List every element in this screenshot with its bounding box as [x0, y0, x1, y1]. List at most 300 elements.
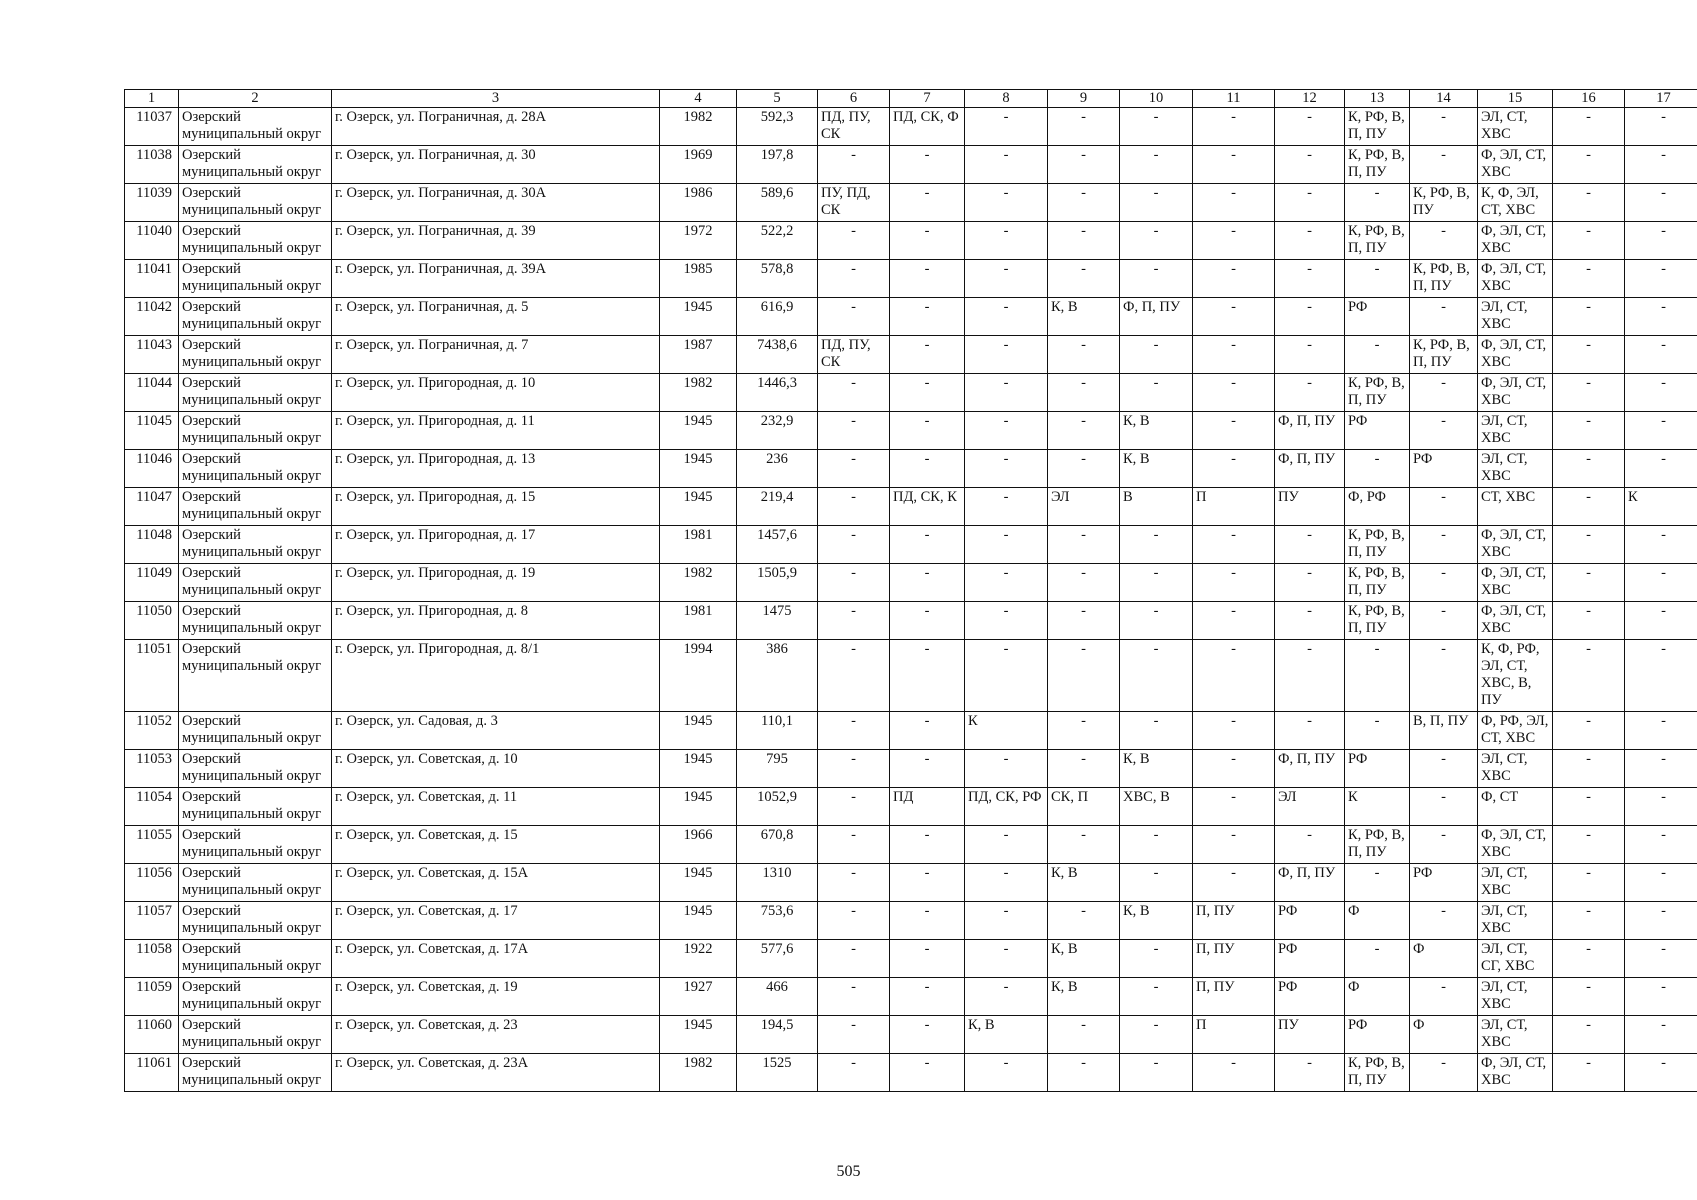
- table-cell: К, РФ, В, П, ПУ: [1345, 526, 1410, 564]
- table-cell: 1945: [660, 488, 737, 526]
- table-cell: Ф: [1410, 940, 1478, 978]
- table-cell: -: [1553, 564, 1625, 602]
- table-cell: Ф, ЭЛ, СТ, ХВС: [1478, 526, 1553, 564]
- table-cell: г. Озерск, ул. Пограничная, д. 7: [332, 336, 660, 374]
- table-cell: ЭЛ, СТ, ХВС: [1478, 298, 1553, 336]
- table-cell: -: [965, 450, 1048, 488]
- table-cell: -: [1193, 864, 1275, 902]
- table-cell: Озерский муниципальный округ: [179, 184, 332, 222]
- table-cell: ПД, ПУ, СК: [818, 336, 890, 374]
- table-cell: -: [1048, 826, 1120, 864]
- table-cell: 11039: [125, 184, 179, 222]
- table-cell: -: [965, 750, 1048, 788]
- table-cell: 11050: [125, 602, 179, 640]
- column-number-header: 14: [1410, 90, 1478, 108]
- table-cell: -: [890, 450, 965, 488]
- table-row: [125, 336, 1697, 374]
- table-cell: ЭЛ, СТ, ХВС: [1478, 750, 1553, 788]
- table-row: [125, 108, 1697, 146]
- table-cell: 1982: [660, 108, 737, 146]
- table-cell: -: [1120, 864, 1193, 902]
- table-cell: -: [1553, 864, 1625, 902]
- table-cell: 1969: [660, 146, 737, 184]
- table-cell: 11053: [125, 750, 179, 788]
- table-cell: 1972: [660, 222, 737, 260]
- table-cell: -: [965, 564, 1048, 602]
- table-cell: К, Ф, РФ, ЭЛ, СТ, ХВС, В, ПУ: [1478, 640, 1553, 712]
- table-cell: Озерский муниципальный округ: [179, 564, 332, 602]
- table-cell: Ф, ЭЛ, СТ, ХВС: [1478, 602, 1553, 640]
- table-cell: -: [818, 260, 890, 298]
- table-cell: 7438,6: [737, 336, 818, 374]
- table-cell: -: [1553, 1016, 1625, 1054]
- table-cell: -: [1193, 108, 1275, 146]
- table-cell: -: [965, 864, 1048, 902]
- table-cell: -: [1275, 1054, 1345, 1092]
- table-cell: Озерский муниципальный округ: [179, 1054, 332, 1092]
- table-cell: Ф, ЭЛ, СТ, ХВС: [1478, 564, 1553, 602]
- table-cell: 232,9: [737, 412, 818, 450]
- table-cell: -: [818, 450, 890, 488]
- table-row: [125, 864, 1697, 902]
- table-cell: г. Озерск, ул. Пограничная, д. 28А: [332, 108, 660, 146]
- table-cell: -: [1120, 602, 1193, 640]
- table-cell: -: [1193, 146, 1275, 184]
- table-cell: К, РФ, В, П, ПУ: [1410, 336, 1478, 374]
- table-cell: Ф, ЭЛ, СТ, ХВС: [1478, 260, 1553, 298]
- table-cell: 11037: [125, 108, 179, 146]
- table-cell: -: [1048, 602, 1120, 640]
- table-cell: -: [818, 564, 890, 602]
- table-cell: 1922: [660, 940, 737, 978]
- table-cell: -: [1625, 146, 1697, 184]
- table-cell: 466: [737, 978, 818, 1016]
- table-cell: 11048: [125, 526, 179, 564]
- table-cell: -: [1120, 260, 1193, 298]
- table-cell: -: [1410, 826, 1478, 864]
- table-cell: -: [965, 488, 1048, 526]
- table-cell: 578,8: [737, 260, 818, 298]
- table-cell: 219,4: [737, 488, 818, 526]
- table-cell: -: [1553, 374, 1625, 412]
- table-cell: -: [1625, 864, 1697, 902]
- table-cell: -: [1553, 826, 1625, 864]
- table-cell: 11045: [125, 412, 179, 450]
- table-cell: -: [1193, 750, 1275, 788]
- table-cell: г. Озерск, ул. Пригородная, д. 13: [332, 450, 660, 488]
- table-cell: 1446,3: [737, 374, 818, 412]
- table-cell: П, ПУ: [1193, 902, 1275, 940]
- table-cell: ПД, ПУ, СК: [818, 108, 890, 146]
- table-cell: 11044: [125, 374, 179, 412]
- table-cell: -: [890, 940, 965, 978]
- table-cell: -: [1048, 184, 1120, 222]
- table-cell: К, РФ, В, П, ПУ: [1345, 602, 1410, 640]
- table-body: [125, 108, 1697, 1092]
- table-cell: 11051: [125, 640, 179, 712]
- table-cell: -: [1410, 412, 1478, 450]
- table-cell: -: [1553, 222, 1625, 260]
- table-cell: -: [965, 640, 1048, 712]
- table-cell: К: [1625, 488, 1697, 526]
- table-cell: Ф, ЭЛ, СТ, ХВС: [1478, 222, 1553, 260]
- table-cell: -: [965, 602, 1048, 640]
- table-cell: -: [1275, 298, 1345, 336]
- table-cell: -: [1625, 108, 1697, 146]
- table-cell: 616,9: [737, 298, 818, 336]
- table-cell: -: [1625, 564, 1697, 602]
- table-cell: -: [818, 712, 890, 750]
- table-cell: -: [1625, 450, 1697, 488]
- table-cell: К, РФ, В, П, ПУ: [1410, 260, 1478, 298]
- table-cell: 11060: [125, 1016, 179, 1054]
- table-cell: -: [1193, 564, 1275, 602]
- table-cell: г. Озерск, ул. Пригородная, д. 10: [332, 374, 660, 412]
- table-cell: Озерский муниципальный округ: [179, 750, 332, 788]
- table-cell: В, П, ПУ: [1410, 712, 1478, 750]
- table-cell: -: [1553, 902, 1625, 940]
- table-cell: -: [1625, 298, 1697, 336]
- table-cell: -: [1048, 526, 1120, 564]
- table-cell: 1986: [660, 184, 737, 222]
- table-cell: -: [965, 826, 1048, 864]
- table-cell: -: [1048, 222, 1120, 260]
- table-cell: Ф, ЭЛ, СТ, ХВС: [1478, 1054, 1553, 1092]
- table-cell: -: [890, 864, 965, 902]
- table-cell: г. Озерск, ул. Советская, д. 19: [332, 978, 660, 1016]
- table-cell: -: [890, 298, 965, 336]
- table-cell: г. Озерск, ул. Пограничная, д. 30А: [332, 184, 660, 222]
- table-cell: Ф, ЭЛ, СТ, ХВС: [1478, 336, 1553, 374]
- table-cell: -: [1625, 940, 1697, 978]
- table-cell: -: [1553, 260, 1625, 298]
- table-row: [125, 450, 1697, 488]
- table-cell: -: [1193, 336, 1275, 374]
- table-cell: -: [818, 298, 890, 336]
- table-cell: 11046: [125, 450, 179, 488]
- table-cell: К, В: [1048, 978, 1120, 1016]
- table-cell: г. Озерск, ул. Советская, д. 15А: [332, 864, 660, 902]
- table-cell: 11061: [125, 1054, 179, 1092]
- table-cell: г. Озерск, ул. Советская, д. 15: [332, 826, 660, 864]
- table-cell: 1525: [737, 1054, 818, 1092]
- table-cell: -: [1193, 450, 1275, 488]
- table-cell: -: [818, 640, 890, 712]
- table-cell: Озерский муниципальный округ: [179, 1016, 332, 1054]
- table-cell: Ф, П, ПУ: [1275, 864, 1345, 902]
- table-cell: г. Озерск, ул. Пограничная, д. 5: [332, 298, 660, 336]
- table-cell: -: [890, 564, 965, 602]
- column-number-header: 9: [1048, 90, 1120, 108]
- table-cell: -: [890, 526, 965, 564]
- table-cell: -: [1275, 222, 1345, 260]
- table-cell: 670,8: [737, 826, 818, 864]
- table-cell: -: [890, 184, 965, 222]
- table-cell: -: [1345, 640, 1410, 712]
- table-cell: -: [1120, 712, 1193, 750]
- table-cell: -: [1625, 222, 1697, 260]
- table-cell: ЭЛ, СТ, ХВС: [1478, 108, 1553, 146]
- table-cell: -: [1048, 108, 1120, 146]
- table-cell: РФ: [1410, 450, 1478, 488]
- table-row: [125, 1054, 1697, 1092]
- table-cell: -: [890, 412, 965, 450]
- table-cell: Озерский муниципальный округ: [179, 450, 332, 488]
- table-cell: г. Озерск, ул. Пригородная, д. 8/1: [332, 640, 660, 712]
- table-cell: ЭЛ, СТ, ХВС: [1478, 450, 1553, 488]
- table-row: [125, 260, 1697, 298]
- table-cell: П: [1193, 1016, 1275, 1054]
- table-cell: -: [1193, 1054, 1275, 1092]
- table-cell: -: [1048, 640, 1120, 712]
- table-cell: -: [1120, 826, 1193, 864]
- table-cell: -: [818, 222, 890, 260]
- table-cell: -: [1553, 108, 1625, 146]
- table-cell: ЭЛ: [1048, 488, 1120, 526]
- table-row: [125, 526, 1697, 564]
- column-number-header: 3: [332, 90, 660, 108]
- table-cell: -: [1553, 640, 1625, 712]
- table-cell: г. Озерск, ул. Советская, д. 17: [332, 902, 660, 940]
- table-cell: ЭЛ, СТ, ХВС: [1478, 978, 1553, 1016]
- column-number-header: 15: [1478, 90, 1553, 108]
- table-cell: -: [1625, 712, 1697, 750]
- table-cell: г. Озерск, ул. Советская, д. 10: [332, 750, 660, 788]
- table-cell: -: [818, 1054, 890, 1092]
- table-cell: -: [1553, 1054, 1625, 1092]
- table-cell: -: [818, 488, 890, 526]
- table-cell: -: [965, 108, 1048, 146]
- table-row: [125, 826, 1697, 864]
- table-cell: г. Озерск, ул. Пригородная, д. 8: [332, 602, 660, 640]
- table-cell: ЭЛ, СТ, ХВС: [1478, 864, 1553, 902]
- table-cell: 194,5: [737, 1016, 818, 1054]
- table-cell: -: [1410, 374, 1478, 412]
- table-cell: -: [818, 526, 890, 564]
- table-cell: К, В: [1048, 298, 1120, 336]
- table-cell: Озерский муниципальный округ: [179, 640, 332, 712]
- table-cell: -: [818, 940, 890, 978]
- table-cell: 386: [737, 640, 818, 712]
- table-cell: Озерский муниципальный округ: [179, 864, 332, 902]
- table-cell: 1475: [737, 602, 818, 640]
- table-cell: -: [1193, 184, 1275, 222]
- table-cell: -: [1048, 1054, 1120, 1092]
- table-cell: 110,1: [737, 712, 818, 750]
- table-cell: -: [1553, 712, 1625, 750]
- table-cell: ЭЛ: [1275, 788, 1345, 826]
- table-cell: ПУ: [1275, 1016, 1345, 1054]
- table-cell: -: [1048, 712, 1120, 750]
- table-cell: -: [965, 222, 1048, 260]
- table-cell: В: [1120, 488, 1193, 526]
- table-cell: -: [1275, 640, 1345, 712]
- table-cell: ПД: [890, 788, 965, 826]
- table-cell: -: [1048, 260, 1120, 298]
- table-cell: Ф, СТ: [1478, 788, 1553, 826]
- table-cell: г. Озерск, ул. Пограничная, д. 39: [332, 222, 660, 260]
- table-cell: г. Озерск, ул. Пригородная, д. 15: [332, 488, 660, 526]
- table-cell: Ф, П, ПУ: [1275, 412, 1345, 450]
- table-cell: Озерский муниципальный округ: [179, 412, 332, 450]
- table-cell: 1945: [660, 788, 737, 826]
- table-cell: -: [1553, 978, 1625, 1016]
- column-number-header: 6: [818, 90, 890, 108]
- table-row: [125, 902, 1697, 940]
- table-cell: 1945: [660, 450, 737, 488]
- table-cell: -: [1625, 336, 1697, 374]
- table-cell: -: [890, 1016, 965, 1054]
- table-cell: -: [965, 940, 1048, 978]
- table-cell: -: [1345, 260, 1410, 298]
- table-cell: -: [1625, 260, 1697, 298]
- table-cell: 1945: [660, 1016, 737, 1054]
- table-cell: -: [965, 184, 1048, 222]
- table-cell: 11055: [125, 826, 179, 864]
- table-cell: Озерский муниципальный округ: [179, 298, 332, 336]
- table-cell: -: [1345, 450, 1410, 488]
- table-cell: -: [1625, 374, 1697, 412]
- table-cell: -: [965, 1054, 1048, 1092]
- table-cell: 1457,6: [737, 526, 818, 564]
- table-cell: 1945: [660, 712, 737, 750]
- table-cell: 522,2: [737, 222, 818, 260]
- table-cell: -: [1410, 788, 1478, 826]
- table-cell: РФ: [1275, 940, 1345, 978]
- table-cell: Ф, ЭЛ, СТ, ХВС: [1478, 146, 1553, 184]
- table-cell: -: [965, 412, 1048, 450]
- table-cell: 1982: [660, 374, 737, 412]
- table-cell: ПД, СК, К: [890, 488, 965, 526]
- column-number-header: 13: [1345, 90, 1410, 108]
- table-cell: 1994: [660, 640, 737, 712]
- table-cell: -: [965, 526, 1048, 564]
- table-cell: К, РФ, В, П, ПУ: [1345, 1054, 1410, 1092]
- table-cell: Ф, П, ПУ: [1275, 450, 1345, 488]
- table-cell: Озерский муниципальный округ: [179, 108, 332, 146]
- table-cell: Озерский муниципальный округ: [179, 222, 332, 260]
- table-cell: Озерский муниципальный округ: [179, 374, 332, 412]
- table-cell: -: [1193, 222, 1275, 260]
- table-cell: -: [1553, 940, 1625, 978]
- table-cell: -: [1553, 526, 1625, 564]
- table-cell: 1945: [660, 902, 737, 940]
- table-cell: -: [1625, 412, 1697, 450]
- table-row: [125, 564, 1697, 602]
- table-cell: -: [1048, 564, 1120, 602]
- table-cell: ПУ, ПД, СК: [818, 184, 890, 222]
- table-cell: -: [818, 788, 890, 826]
- table-cell: -: [1275, 564, 1345, 602]
- table-cell: РФ: [1410, 864, 1478, 902]
- table-cell: -: [818, 750, 890, 788]
- table-cell: -: [1048, 412, 1120, 450]
- table-row: [125, 298, 1697, 336]
- table-cell: -: [1193, 826, 1275, 864]
- table-cell: -: [890, 826, 965, 864]
- column-number-header: 5: [737, 90, 818, 108]
- table-cell: -: [965, 298, 1048, 336]
- table-cell: К, РФ, В, ПУ: [1410, 184, 1478, 222]
- table-cell: -: [1048, 146, 1120, 184]
- table-cell: Озерский муниципальный округ: [179, 260, 332, 298]
- table-cell: -: [1275, 108, 1345, 146]
- table-cell: П, ПУ: [1193, 978, 1275, 1016]
- table-cell: -: [1410, 146, 1478, 184]
- table-cell: -: [1625, 184, 1697, 222]
- table-cell: СТ, ХВС: [1478, 488, 1553, 526]
- table-cell: -: [818, 602, 890, 640]
- table-cell: -: [818, 826, 890, 864]
- table-cell: 11057: [125, 902, 179, 940]
- table-cell: 11038: [125, 146, 179, 184]
- table-cell: г. Озерск, ул. Пограничная, д. 39А: [332, 260, 660, 298]
- table-cell: Ф, П, ПУ: [1275, 750, 1345, 788]
- table-cell: -: [1410, 978, 1478, 1016]
- table-cell: К: [965, 712, 1048, 750]
- table-cell: -: [965, 902, 1048, 940]
- table-cell: К: [1345, 788, 1410, 826]
- table-row: [125, 488, 1697, 526]
- table-cell: -: [818, 146, 890, 184]
- table-cell: -: [1048, 374, 1120, 412]
- table-cell: -: [1193, 712, 1275, 750]
- table-cell: 11052: [125, 712, 179, 750]
- table-cell: -: [1048, 450, 1120, 488]
- table-cell: 11049: [125, 564, 179, 602]
- table-cell: -: [1410, 488, 1478, 526]
- table-cell: -: [1553, 750, 1625, 788]
- table-cell: Озерский муниципальный округ: [179, 336, 332, 374]
- table-cell: 11054: [125, 788, 179, 826]
- table-cell: г. Озерск, ул. Пригородная, д. 19: [332, 564, 660, 602]
- table-cell: -: [1625, 788, 1697, 826]
- table-cell: -: [1345, 864, 1410, 902]
- table-cell: -: [1410, 902, 1478, 940]
- table-cell: Озерский муниципальный округ: [179, 826, 332, 864]
- table-cell: 1052,9: [737, 788, 818, 826]
- table-cell: -: [1275, 526, 1345, 564]
- table-cell: -: [818, 902, 890, 940]
- table-row: [125, 712, 1697, 750]
- column-number-header: 11: [1193, 90, 1275, 108]
- table-cell: -: [1410, 1054, 1478, 1092]
- table-cell: -: [1345, 336, 1410, 374]
- table-cell: -: [1553, 336, 1625, 374]
- column-number-header: 8: [965, 90, 1048, 108]
- table-row: [125, 374, 1697, 412]
- table-cell: -: [1625, 978, 1697, 1016]
- table-cell: 1945: [660, 864, 737, 902]
- table-cell: -: [890, 978, 965, 1016]
- table-cell: -: [965, 336, 1048, 374]
- table-row: [125, 412, 1697, 450]
- table-cell: РФ: [1345, 412, 1410, 450]
- table-cell: -: [1275, 374, 1345, 412]
- table-cell: К, Ф, ЭЛ, СТ, ХВС: [1478, 184, 1553, 222]
- table-cell: 1945: [660, 298, 737, 336]
- table-cell: -: [1625, 1054, 1697, 1092]
- table-cell: 11058: [125, 940, 179, 978]
- table-cell: -: [1193, 374, 1275, 412]
- table-cell: Озерский муниципальный округ: [179, 902, 332, 940]
- table-cell: 1982: [660, 564, 737, 602]
- table-cell: К, РФ, В, П, ПУ: [1345, 564, 1410, 602]
- table-cell: ЭЛ, СТ, ХВС: [1478, 1016, 1553, 1054]
- table-cell: -: [1120, 374, 1193, 412]
- table-cell: -: [1553, 488, 1625, 526]
- table-cell: -: [1193, 260, 1275, 298]
